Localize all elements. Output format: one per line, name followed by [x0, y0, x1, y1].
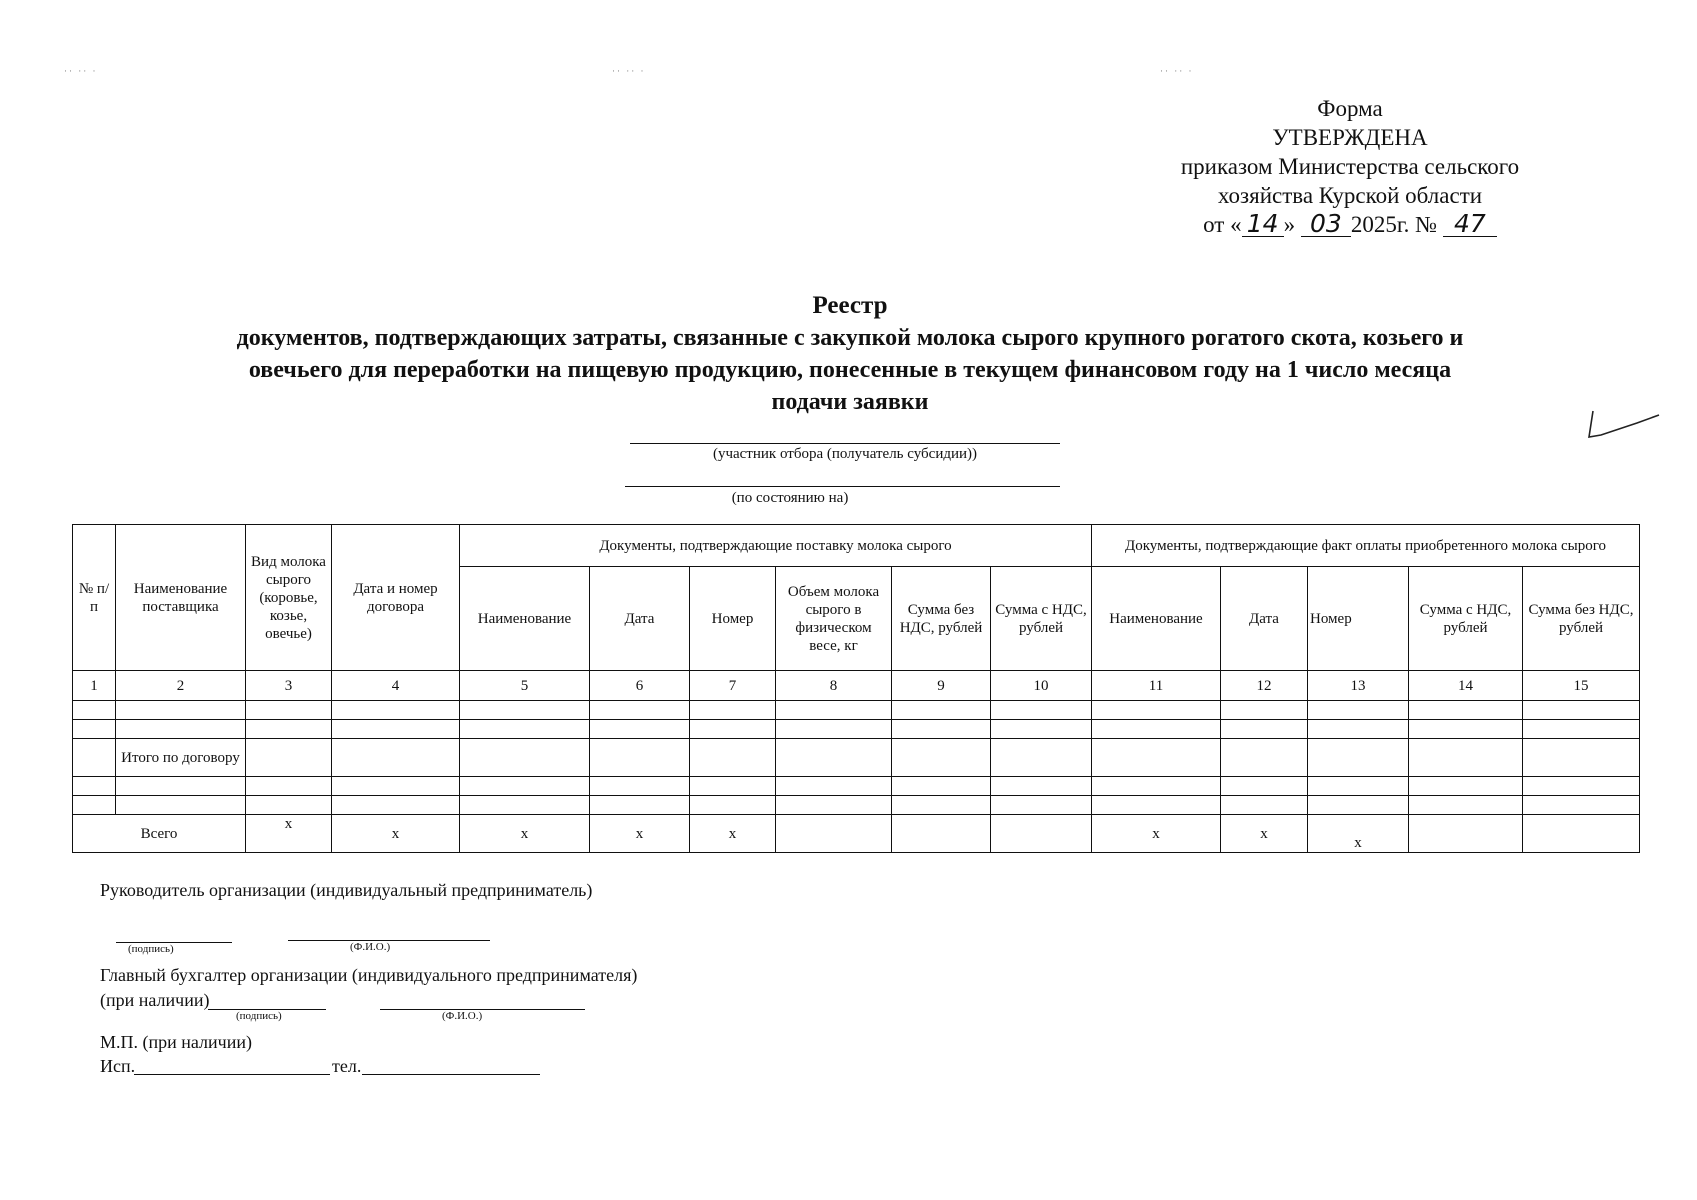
header-supply-date: Дата: [590, 567, 690, 671]
order-year: 2025г. №: [1350, 212, 1438, 237]
column-number: 13: [1308, 671, 1409, 701]
header-supply-name: Наименование: [460, 567, 590, 671]
header-num: № п/п: [73, 525, 116, 671]
header-contract: Дата и номер договора: [332, 525, 460, 671]
head-label: Руководитель организации (индивидуальный предприниматель): [100, 880, 593, 900]
accountant-sign-hint: (подпись): [236, 1010, 282, 1022]
title-heading: Реестр: [812, 292, 888, 319]
register-table: [72, 524, 1640, 853]
order-line-1: приказом Министерства сельского: [1180, 154, 1520, 179]
x-mark: х: [332, 815, 460, 853]
accountant-fio-line[interactable]: [380, 1009, 585, 1010]
contract-total-label: Итого по договору: [116, 739, 246, 777]
header-supply-sum-vat: Сумма с НДС, рублей: [991, 567, 1092, 671]
header-payment-sum-no-vat: Сумма без НДС, рублей: [1523, 567, 1640, 671]
contract-total-row[interactable]: [73, 739, 1640, 777]
column-number: 2: [116, 671, 246, 701]
header-group-payment: Документы, подтверждающие факт оплаты приобретенного молока сырого: [1092, 525, 1640, 567]
as-of-caption: (по состоянию на): [731, 490, 849, 506]
column-number: 10: [991, 671, 1092, 701]
header-payment-date: Дата: [1221, 567, 1308, 671]
header-supply-number: Номер: [690, 567, 776, 671]
scan-speck: ·· ·· ·: [612, 66, 646, 76]
grand-total-label: Всего: [73, 815, 246, 853]
column-number: 15: [1523, 671, 1640, 701]
participant-line[interactable]: [630, 443, 1060, 444]
form-label: Форма: [1317, 96, 1383, 121]
header-supplier: Наименование поставщика: [116, 525, 246, 671]
as-of-line[interactable]: [625, 486, 1060, 487]
phone-line[interactable]: [362, 1074, 540, 1075]
column-number: 14: [1409, 671, 1523, 701]
grand-total-row[interactable]: [73, 815, 1640, 853]
order-month: 03: [1301, 212, 1351, 237]
table-row[interactable]: [73, 720, 1640, 739]
column-number: 9: [892, 671, 991, 701]
header-group-supply: Документы, подтверждающие поставку молока сырого: [460, 525, 1092, 567]
phone-label: тел.: [332, 1056, 362, 1076]
header-milk-type: Вид молока сырого (коровье, козье, овечье): [246, 525, 332, 671]
x-mark: х: [590, 815, 690, 853]
table-row[interactable]: [73, 701, 1640, 720]
title-line-3: подачи заявки: [771, 389, 929, 415]
head-fio-hint: (Ф.И.О.): [350, 941, 391, 953]
accountant-label: Главный бухгалтер организации (индивидуального предпринимателя): [100, 965, 638, 985]
executor-line[interactable]: [134, 1074, 330, 1075]
date-prefix: от «: [1203, 212, 1242, 237]
column-number: 4: [332, 671, 460, 701]
column-number: 11: [1092, 671, 1221, 701]
title-line-2: овечьего для переработки на пищевую продукцию, понесенные в текущем финансовом году на 1 число месяца: [248, 357, 1452, 383]
participant-caption: (участник отбора (получатель субсидии)): [712, 446, 978, 462]
order-date-line: [1120, 210, 1580, 239]
column-number: 7: [690, 671, 776, 701]
header-supply-sum-no-vat: Сумма без НДС, рублей: [892, 567, 991, 671]
checkmark-icon: [1585, 405, 1665, 445]
x-mark: х: [1308, 815, 1409, 853]
approved-label: УТВЕРЖДЕНА: [1272, 125, 1428, 150]
x-mark: х: [246, 815, 332, 853]
order-day: 14: [1242, 212, 1284, 237]
executor-label: Исп.: [100, 1056, 136, 1076]
column-number: 1: [73, 671, 116, 701]
x-mark: х: [690, 815, 776, 853]
head-sign-hint: (подпись): [128, 943, 174, 955]
accountant-fio-hint: (Ф.И.О.): [442, 1010, 483, 1022]
x-mark: х: [1221, 815, 1308, 853]
column-number: 8: [776, 671, 892, 701]
column-number: 3: [246, 671, 332, 701]
column-number-row: [73, 671, 1640, 701]
x-mark: х: [1092, 815, 1221, 853]
order-line-2: хозяйства Курской области: [1217, 183, 1483, 208]
column-number: 6: [590, 671, 690, 701]
scan-speck: ·· ·· ·: [1160, 66, 1194, 76]
header-payment-sum-vat: Сумма с НДС, рублей: [1409, 567, 1523, 671]
approval-block: [1120, 94, 1580, 239]
table-row[interactable]: [73, 796, 1640, 815]
x-mark: х: [460, 815, 590, 853]
column-number: 12: [1221, 671, 1308, 701]
header-payment-name: Наименование: [1092, 567, 1221, 671]
table-row[interactable]: [73, 777, 1640, 796]
title-line-1: документов, подтверждающих затраты, связанные с закупкой молока сырого крупного рогатого скота, козьего и: [236, 325, 1464, 351]
accountant-if-any: (при наличии): [100, 990, 210, 1010]
column-number: 5: [460, 671, 590, 701]
header-supply-volume: Объем молока сырого в физическом весе, кг: [776, 567, 892, 671]
header-payment-number: Номер: [1308, 567, 1409, 671]
order-number: 47: [1443, 212, 1497, 237]
date-mid: »: [1283, 212, 1296, 237]
register-title: [90, 290, 1610, 418]
scan-speck: ·· ·· ·: [64, 66, 98, 76]
stamp-label: М.П. (при наличии): [100, 1032, 252, 1052]
